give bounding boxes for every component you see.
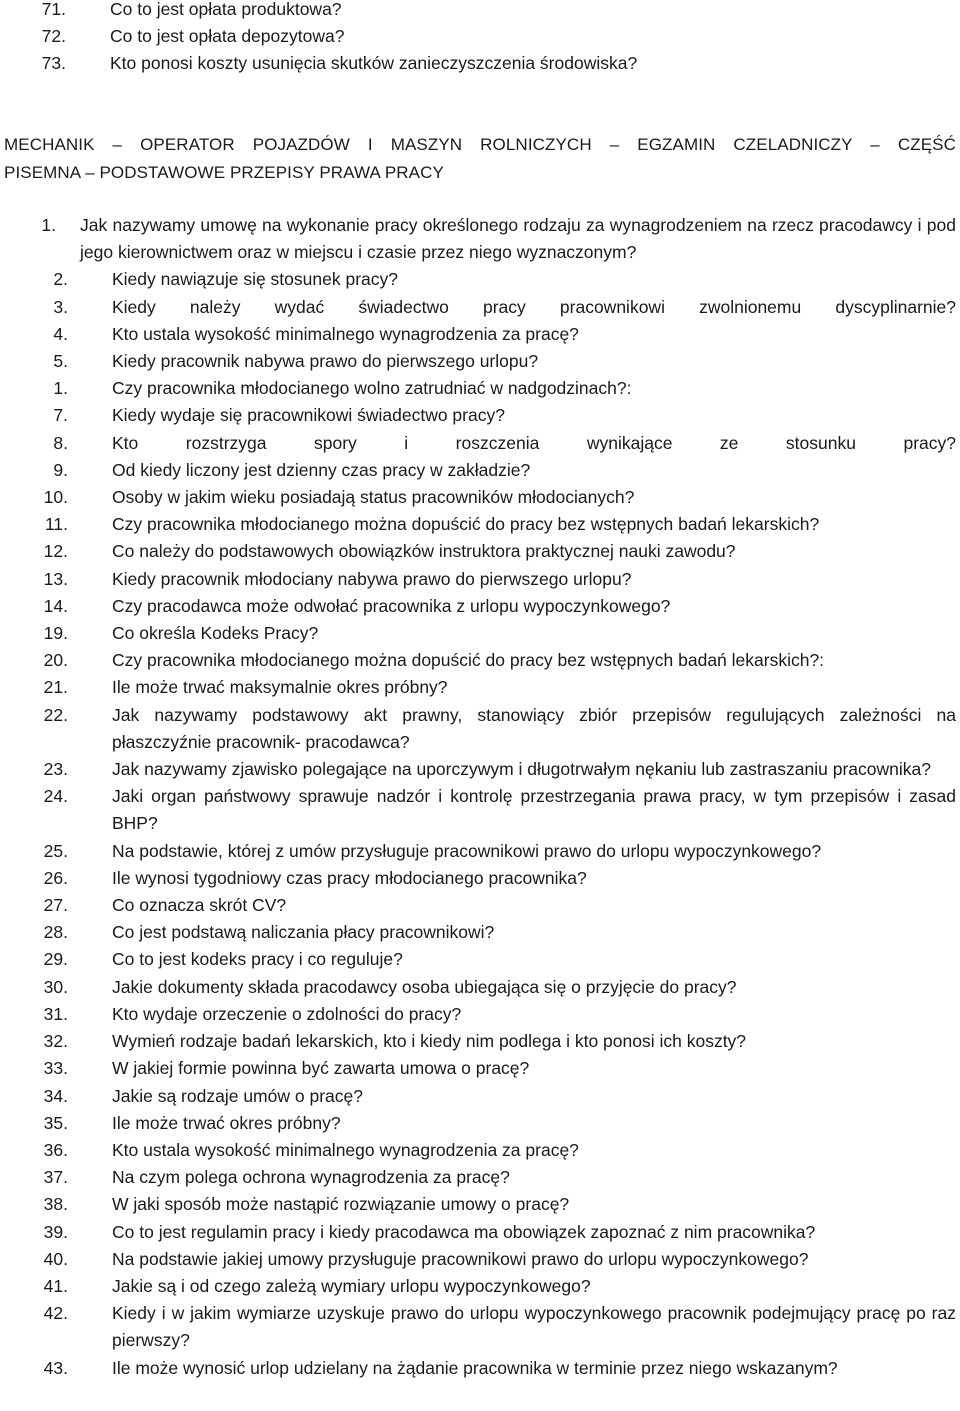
item-text: Kiedy należy wydać świadectwo pracy pracownikowi zwolnionemu dyscyplinarnie? [112, 296, 956, 317]
item-text: Jakie dokumenty składa pracodawcy osoba ubiegająca się o przyjęcie do pracy? [112, 976, 737, 997]
item-text: Ile może wynosić urlop udzielany na żądanie pracownika w terminie przez niego wskazanym? [112, 1357, 838, 1378]
item-number: 72. [41, 26, 66, 47]
item-text: Co oznacza skrót CV? [112, 895, 287, 916]
item-text: Co to jest kodeks pracy i co reguluje? [112, 949, 403, 970]
list-item [0, 484, 960, 511]
list-item [0, 783, 960, 837]
item-number: 31. [43, 1003, 68, 1024]
item-text: Od kiedy liczony jest dzienny czas pracy w zakładzie? [112, 459, 531, 480]
list-item [0, 50, 960, 77]
list-item [0, 430, 960, 457]
item-number: 23. [43, 759, 68, 780]
list-item [0, 1137, 960, 1164]
item-number: 30. [43, 976, 68, 997]
list-item [0, 0, 960, 23]
list-item [0, 1273, 960, 1300]
item-text: Kto ustala wysokość minimalnego wynagrodzenia za pracę? [112, 323, 579, 344]
item-number: 36. [43, 1139, 68, 1160]
item-text: Co to jest regulamin pracy i kiedy pracodawca ma obowiązek zapoznać z nim pracownika? [112, 1221, 816, 1242]
item-text: Na podstawie jakiej umowy przysługuje pracownikowi prawo do urlopu wypoczynkowego? [112, 1248, 809, 1269]
item-number: 21. [43, 677, 68, 698]
list-item [0, 974, 960, 1001]
list-item [0, 457, 960, 484]
list-item [0, 865, 960, 892]
list-item [0, 1191, 960, 1218]
item-number: 42. [43, 1303, 68, 1324]
continued-question-list [0, 0, 960, 78]
item-number: 35. [43, 1112, 68, 1133]
item-text: Kiedy i w jakim wymiarze uzyskuje prawo do urlopu wypoczynkowego pracownik podejmujący pracę po raz pierwszy? [112, 1303, 956, 1351]
item-text: Na podstawie, której z umów przysługuje pracownikowi prawo do urlopu wypoczynkowego? [112, 840, 822, 861]
list-item [0, 892, 960, 919]
list-item [0, 538, 960, 565]
item-number: 41. [43, 1275, 68, 1296]
list-item [0, 321, 960, 348]
item-text: Jakie są i od czego zależą wymiary urlopu wypoczynkowego? [112, 1275, 591, 1296]
item-number: 43. [43, 1357, 68, 1378]
item-text: Czy pracownika młodocianego można dopuścić do pracy bez wstępnych badań lekarskich? [112, 514, 820, 535]
item-text: Ile może trwać maksymalnie okres próbny? [112, 677, 448, 698]
item-number: 71. [41, 0, 66, 19]
item-text: Wymień rodzaje badań lekarskich, kto i kiedy nim podlega i kto ponosi ich koszty? [112, 1031, 747, 1052]
item-number: 19. [43, 623, 68, 644]
item-number: 10. [43, 487, 68, 508]
list-item [0, 402, 960, 429]
item-number: 39. [43, 1221, 68, 1242]
list-item [0, 1001, 960, 1028]
item-text: Co należy do podstawowych obowiązków instruktora praktycznej nauki zawodu? [112, 541, 736, 562]
item-text: Co jest podstawą naliczania płacy pracownikowi? [112, 922, 495, 943]
section-heading [4, 131, 956, 187]
item-text: Kiedy nawiązuje się stosunek pracy? [112, 269, 398, 290]
item-number: 27. [43, 895, 68, 916]
item-number: 33. [43, 1058, 68, 1079]
item-number: 34. [43, 1085, 68, 1106]
list-item [0, 674, 960, 701]
list-item [0, 566, 960, 593]
list-item [0, 946, 960, 973]
item-text: Kiedy pracownik młodociany nabywa prawo do pierwszego urlopu? [112, 568, 632, 589]
item-text: Kto rozstrzyga spory i roszczenia wynikające ze stosunku pracy? [112, 432, 956, 453]
item-number: 29. [43, 949, 68, 970]
list-item [0, 647, 960, 674]
list-item [0, 1110, 960, 1137]
list-item [0, 838, 960, 865]
item-number: 13. [43, 568, 68, 589]
item-number: 25. [43, 840, 68, 861]
item-text: W jakiej formie powinna być zawarta umowa o pracę? [112, 1058, 530, 1079]
list-item [0, 593, 960, 620]
list-item [0, 1219, 960, 1246]
item-number: 1. [41, 215, 56, 235]
item-number: 38. [43, 1194, 68, 1215]
item-text: Jak nazywamy zjawisko polegające na uporczywym i długotrwałym nękaniu lub zastraszaniu pracownika? [112, 759, 931, 780]
list-item [0, 212, 960, 266]
item-text: Jak nazywamy umowę na wykonanie pracy określonego rodzaju za wynagrodzeniem na rzecz pracodawcy i pod jego kierownictwem oraz w miejscu i czasie przez niego wyznaczonym? [80, 215, 956, 263]
list-item [0, 620, 960, 647]
item-text: Czy pracownika młodocianego można dopuścić do pracy bez wstępnych badań lekarskich?: [112, 650, 825, 671]
item-text: Kto wydaje orzeczenie o zdolności do pracy? [112, 1003, 462, 1024]
list-item [0, 1055, 960, 1082]
heading-line-1: MECHANIK – OPERATOR POJAZDÓW I MASZYN ROLNICZYCH – EGZAMIN CZELADNICZY – CZĘŚĆ [4, 135, 956, 154]
item-text: Jakie są rodzaje umów o pracę? [112, 1085, 363, 1106]
item-number: 2. [53, 269, 68, 290]
item-text: Ile może trwać okres próbny? [112, 1112, 341, 1133]
list-item [0, 1164, 960, 1191]
list-item [0, 1300, 960, 1354]
item-number: 4. [53, 323, 68, 344]
item-text: Co to jest opłata depozytowa? [110, 26, 345, 47]
list-item [0, 702, 960, 756]
item-number: 7. [53, 405, 68, 426]
list-item [0, 294, 960, 321]
item-number: 26. [43, 867, 68, 888]
list-item [0, 348, 960, 375]
item-text: Czy pracownika młodocianego wolno zatrudniać w nadgodzinach?: [112, 378, 632, 399]
item-number: 28. [43, 922, 68, 943]
item-text: Jaki organ państwowy sprawuje nadzór i kontrolę przestrzegania prawa pracy, w tym przepisów i zasad BHP? [112, 786, 956, 834]
item-number: 37. [43, 1167, 68, 1188]
list-item [0, 266, 960, 293]
heading-line-2: PISEMNA – PODSTAWOWE PRZEPISY PRAWA PRACY [4, 163, 444, 182]
item-number: 9. [53, 459, 68, 480]
list-item [0, 1083, 960, 1110]
list-item [0, 1246, 960, 1273]
item-number: 22. [43, 704, 68, 725]
item-text: Osoby w jakim wieku posiadają status pracowników młodocianych? [112, 487, 635, 508]
item-text: Jak nazywamy podstawowy akt prawny, stanowiący zbiór przepisów regulujących zależności na płaszczyźnie pracownik- pracodawca? [112, 704, 956, 752]
item-number: 5. [53, 351, 68, 372]
list-item [0, 756, 960, 783]
item-text: Kto ustala wysokość minimalnego wynagrodzenia za pracę? [112, 1139, 579, 1160]
list-item [0, 375, 960, 402]
question-list [0, 212, 960, 1382]
item-number: 12. [43, 541, 68, 562]
item-text: Co określa Kodeks Pracy? [112, 623, 319, 644]
item-text: Kiedy wydaje się pracownikowi świadectwo pracy? [112, 405, 505, 426]
item-text: Czy pracodawca może odwołać pracownika z urlopu wypoczynkowego? [112, 595, 671, 616]
item-text: W jaki sposób może nastąpić rozwiązanie umowy o pracę? [112, 1194, 570, 1215]
item-number: 14. [43, 595, 68, 616]
item-number: 73. [41, 53, 66, 74]
list-item [0, 23, 960, 50]
item-number: 3. [53, 296, 68, 317]
list-item [0, 511, 960, 538]
item-text: Kiedy pracownik nabywa prawo do pierwszego urlopu? [112, 351, 539, 372]
item-text: Ile wynosi tygodniowy czas pracy młodocianego pracownika? [112, 867, 587, 888]
item-text: Co to jest opłata produktowa? [110, 0, 342, 19]
item-text: Kto ponosi koszty usunięcia skutków zanieczyszczenia środowiska? [110, 53, 638, 74]
item-number: 8. [53, 432, 68, 453]
item-number: 11. [44, 514, 68, 535]
item-number: 20. [43, 650, 68, 671]
item-number: 24. [43, 786, 68, 807]
list-item [0, 1355, 960, 1382]
item-number: 1. [53, 378, 68, 399]
list-item [0, 1028, 960, 1055]
item-number: 40. [43, 1248, 68, 1269]
item-text: Na czym polega ochrona wynagrodzenia za pracę? [112, 1167, 510, 1188]
list-item [0, 919, 960, 946]
item-number: 32. [43, 1031, 68, 1052]
